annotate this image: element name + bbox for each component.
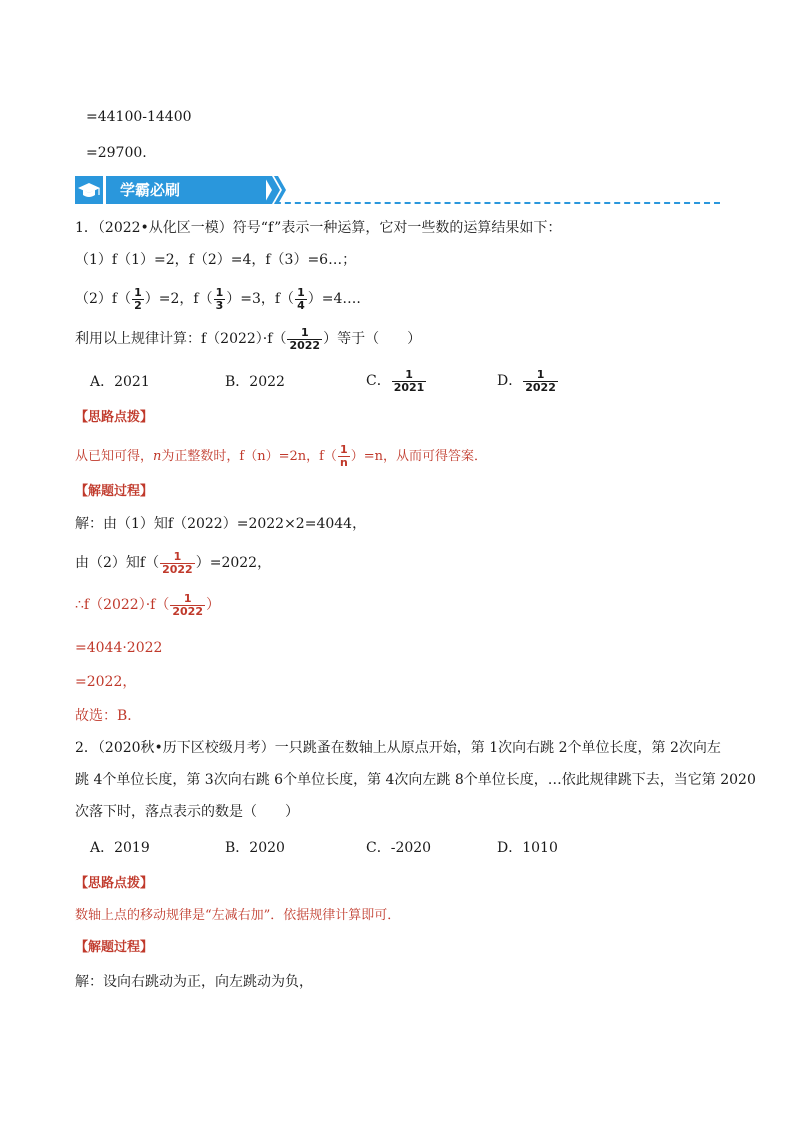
q1-solve-3: ∴f（2022）·f（ $\frac{1}{2022}$ ） [75, 591, 220, 618]
calc-line-2: =29700. [86, 145, 147, 161]
fraction: $\frac{1}{3}$ [215, 285, 224, 312]
fraction: $\frac{1}{2022}$ [525, 367, 556, 394]
calc-line-1: =44100-14400 [86, 109, 192, 125]
fraction: $\frac{1}{4}$ [297, 285, 305, 312]
q2-option-b: B．2020 [225, 840, 285, 856]
q2-solve-title: 【解题过程】 [75, 940, 154, 955]
q2-hint-title: 【思路点拨】 [75, 876, 154, 891]
q1-option-a: A．2021 [90, 374, 150, 390]
q1-option-d: D． $\frac{1}{2022}$ [497, 367, 556, 394]
chevron-right-icon [264, 176, 288, 204]
q1-option-c: C． $\frac{1}{2021}$ [366, 367, 425, 394]
graduation-cap-icon [75, 176, 103, 204]
q1-solve-4: =4044·2022 [75, 640, 163, 656]
q2-hint: 数轴上点的移动规律是“左减右加”．依据规律计算即可． [75, 908, 401, 923]
q2-option-a: A．2019 [90, 840, 150, 856]
fraction: $\frac{1}{2}$ [134, 285, 142, 312]
q1-ask: 利用以上规律计算：f（2022）·f（ $\frac{1}{2022}$ ）等于（ ） [75, 325, 422, 352]
q1-solve-1: 解：由（1）知f（2022）=2022×2=4044， [75, 516, 367, 532]
q2-stem-1: 2．（2020秋•历下区校级月考）一只跳蚤在数轴上从原点开始，第 1次向右跳 2个单位长度，第 2次向左 [75, 740, 721, 756]
q1-solve-title: 【解题过程】 [75, 484, 154, 499]
q2-solve-1: 解：设向右跳动为正，向左跳动为负， [75, 974, 313, 990]
banner-divider [205, 202, 720, 204]
q1-hint-title: 【思路点拨】 [75, 410, 154, 425]
q2-option-c: C．-2020 [366, 840, 432, 856]
q1-rule-1: （1）f（1）=2，f（2）=4，f（3）=6…； [75, 252, 357, 268]
q1-solve-5: =2022， [75, 674, 137, 690]
q2-stem-3: 次落下时，落点表示的数是（ ） [75, 804, 299, 820]
fraction: $\frac{1}{n}$ [339, 443, 348, 469]
q1-rule-2: （2）f（ $\frac{1}{2}$ ）=2，f（ $\frac{1}{3}$ ）=3，f（ $\frac{1}{4}$ ）=4…. [75, 285, 361, 312]
fraction: $\frac{1}{2022}$ [172, 591, 203, 618]
q1-solve-6: 故选：B． [75, 708, 142, 724]
q2-stem-2: 跳 4个单位长度，第 3次向右跳 6个单位长度，第 4次向左跳 8个单位长度，…依此规律跳下去，当它第 2020 [75, 772, 756, 788]
fraction: $\frac{1}{2022}$ [162, 549, 193, 576]
fraction: $\frac{1}{2022}$ [289, 325, 321, 352]
q2-option-d: D．1010 [497, 840, 558, 856]
q1-solve-2: 由（2）知f（ $\frac{1}{2022}$ ）=2022， [75, 549, 272, 576]
fraction: $\frac{1}{2021}$ [393, 367, 425, 394]
banner-title: 学霸必刷 [106, 176, 266, 204]
q1-stem: 1．（2022•从化区一模）符号“f”表示一种运算，它对一些数的运算结果如下： [75, 220, 562, 236]
q1-option-b: B．2022 [225, 374, 285, 390]
q1-hint: 从已知可得，n为正整数时，f（n）=2n，f（ $\frac{1}{n}$ ）=n，从而可得答案． [75, 443, 488, 469]
